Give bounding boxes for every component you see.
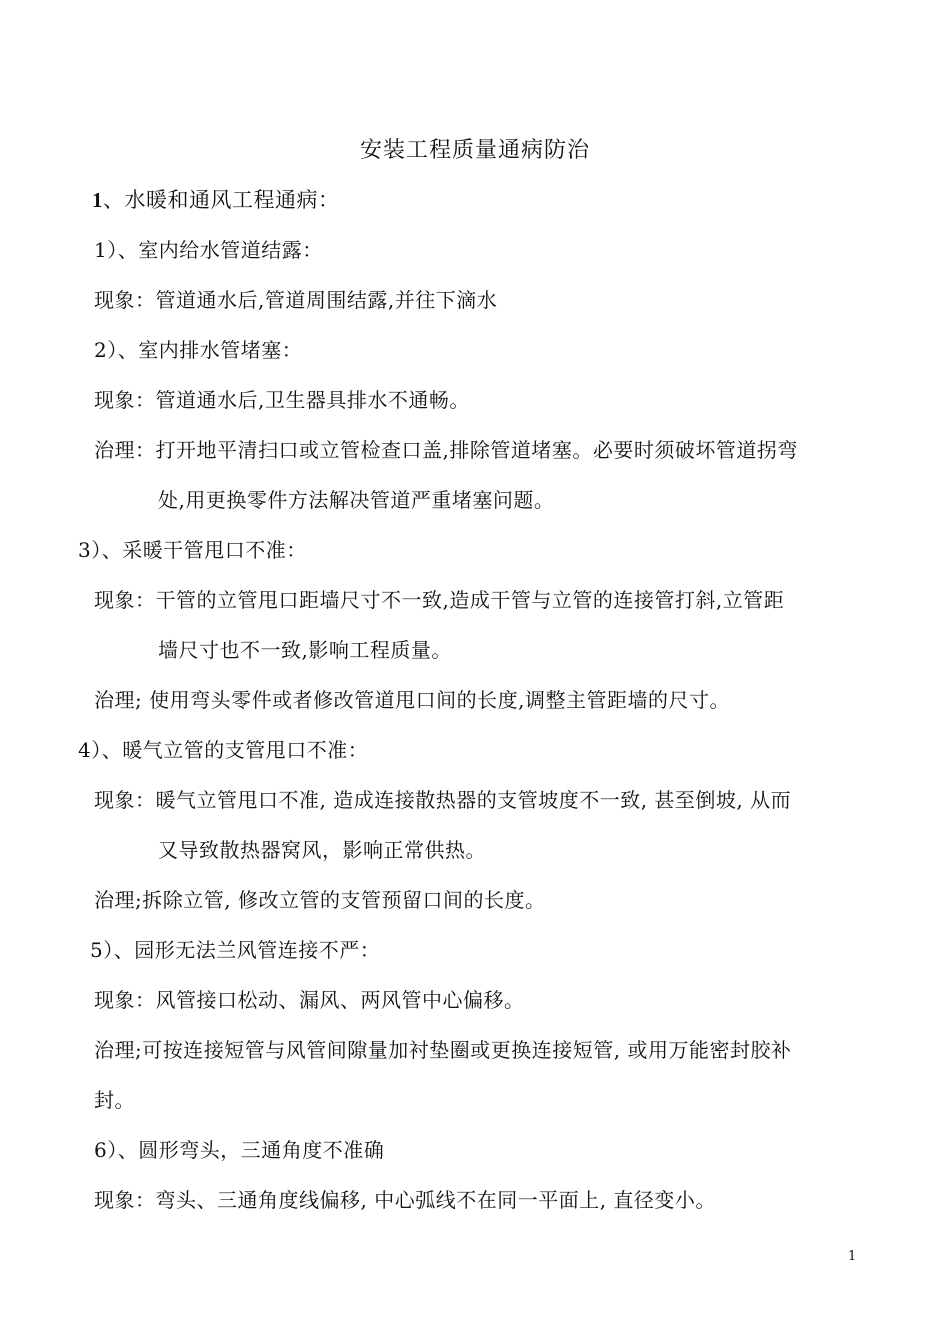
subsection-heading: 6）、圆形弯头，三通角度不准确 <box>94 1138 385 1162</box>
paragraph-line: 治理;拆除立管, 修改立管的支管预留口间的长度。 <box>94 888 546 912</box>
subsection-heading: 5）、园形无法兰风管连接不严： <box>90 938 381 962</box>
paragraph-line: 现象：干管的立管甩口距墙尺寸不一致,造成干管与立管的连接管打斜,立管距 <box>94 588 785 612</box>
subsection-heading: 3）、采暖干管甩口不准： <box>78 538 307 562</box>
paragraph-line: 现象：暖气立管甩口不准, 造成连接散热器的支管坡度不一致, 甚至倒坡, 从而 <box>94 788 792 812</box>
page-title: 安装工程质量通病防治 <box>359 138 590 163</box>
section-label: 、水暖和通风工程通病： <box>103 188 340 212</box>
paragraph-line: 现象：管道通水后,管道周围结露,并往下滴水 <box>94 288 498 312</box>
paragraph-line: 现象：弯头、三通角度线偏移, 中心弧线不在同一平面上, 直径变小。 <box>94 1188 716 1212</box>
paragraph-line-continued: 封。 <box>94 1088 135 1112</box>
page-number: 1 <box>848 1249 857 1264</box>
paragraph-line: 治理：打开地平清扫口或立管检查口盖,排除管道堵塞。必要时须破坏管道拐弯 <box>94 438 798 462</box>
paragraph-line-continued: 处,用更换零件方法解决管道严重堵塞问题。 <box>158 488 555 512</box>
paragraph-line: 现象：管道通水后,卫生器具排水不通畅。 <box>94 388 470 412</box>
paragraph-line: 治理; 使用弯头零件或者修改管道甩口间的长度,调整主管距墙的尺寸。 <box>94 688 730 712</box>
paragraph-line-continued: 又导致散热器窝风，影响正常供热。 <box>158 838 486 862</box>
paragraph-line: 治理;可按连接短管与风管间隙量加衬垫圈或更换连接短管, 或用万能密封胶补 <box>94 1038 792 1062</box>
paragraph-line: 现象：风管接口松动、漏风、两风管中心偏移。 <box>94 988 525 1012</box>
section-number: 1 <box>92 188 103 212</box>
subsection-heading: 2）、室内排水管堵塞： <box>94 338 303 362</box>
section-heading <box>92 186 340 214</box>
subsection-heading: 1）、室内给水管道结露： <box>94 238 323 262</box>
paragraph-line-continued: 墙尺寸也不一致,影响工程质量。 <box>158 638 452 662</box>
subsection-heading: 4）、暖气立管的支管甩口不准： <box>78 738 369 762</box>
